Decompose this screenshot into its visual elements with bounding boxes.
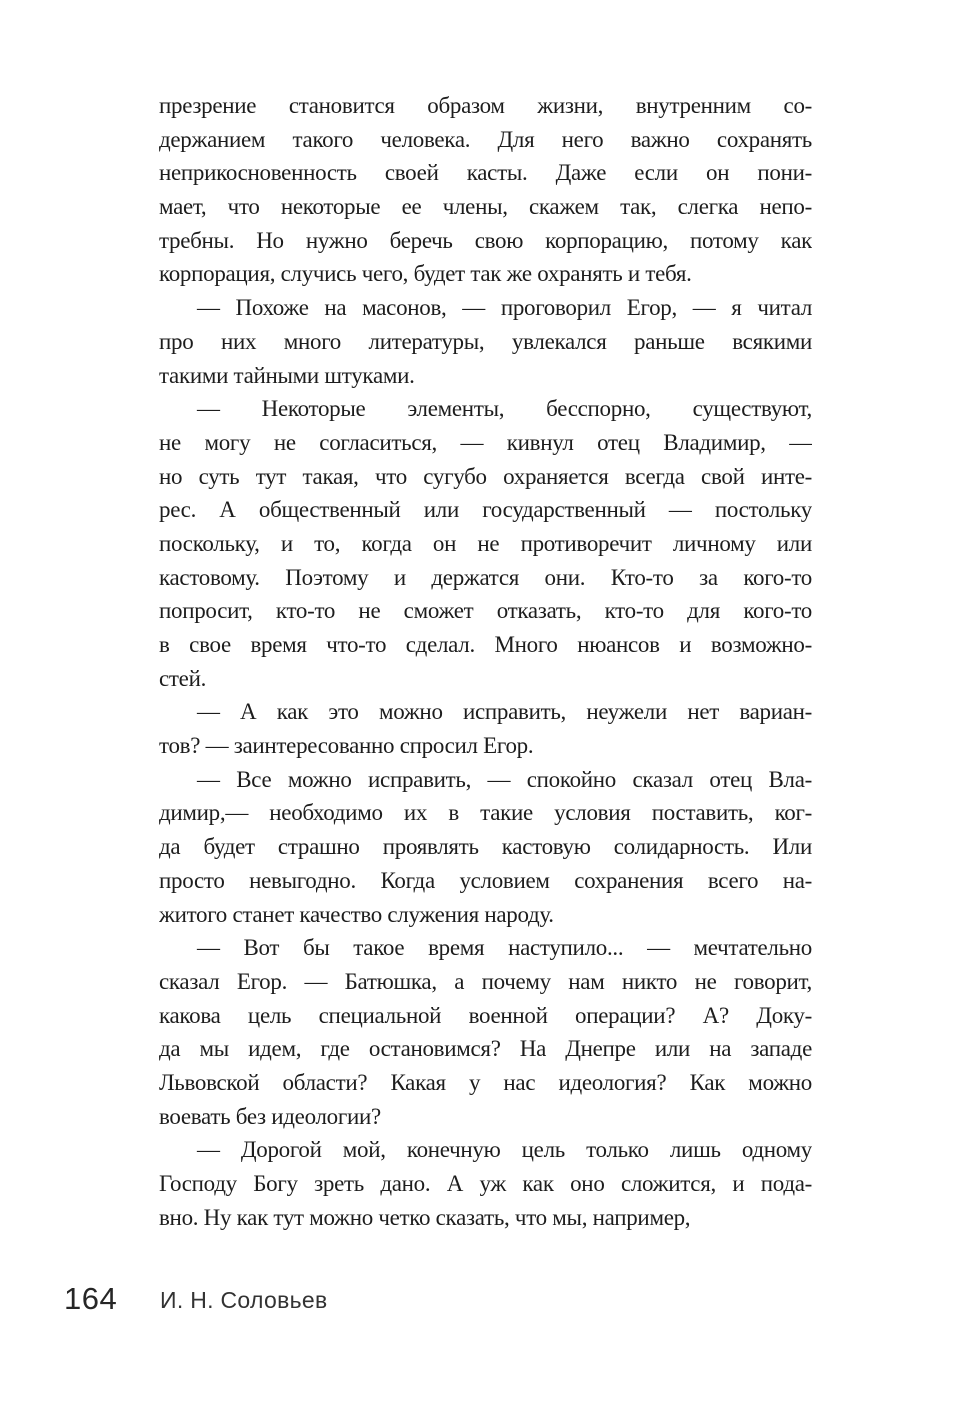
paragraph [159, 1133, 812, 1234]
text-line: да будет страшно проявлять кастовую солидарность. Или [159, 834, 812, 860]
text-line: — Вот бы такое время наступило... — мечтательно [197, 935, 812, 961]
page-number: 164 [64, 1281, 118, 1316]
text-line: какова цель специальной военной операции? А? Доку- [159, 1002, 812, 1028]
paragraph [159, 291, 812, 392]
text-line: — Все можно исправить, — спокойно сказал отец Вла- [197, 766, 812, 792]
text-line: просто невыгодно. Когда условием сохранения всего на- [159, 867, 812, 893]
text-line: требны. Но нужно беречь свою корпорацию, потому как [159, 227, 812, 253]
text-line: тов? — заинтересованно спросил Егор. [159, 733, 534, 759]
paragraph [159, 931, 812, 1133]
text-line: воевать без идеологии? [159, 1103, 381, 1129]
running-title-author: И. Н. Соловьев [160, 1287, 328, 1313]
text-line: — Дорогой мой, конечную цель только лишь одному [197, 1137, 812, 1163]
text-line: рес. А общественный или государственный — постольку [159, 497, 812, 523]
text-line: Львовской области? Какая у нас идеология? Как можно [159, 1069, 812, 1095]
text-line: но суть тут такая, что сугубо охраняется всегда свой инте- [159, 463, 812, 489]
text-line: да мы идем, где остановимся? На Днепре или на западе [159, 1036, 812, 1062]
text-line: неприкосновенность своей касты. Даже если он пони- [159, 160, 812, 186]
text-line: житого станет качество служения народу. [159, 901, 554, 927]
paragraph [159, 89, 812, 291]
text-line: вно. Ну как тут можно четко сказать, что мы, например, [159, 1204, 691, 1230]
text-line: попросит, кто-то не сможет отказать, кто-то для кого-то [159, 598, 812, 624]
text-line: димир,— необходимо их в такие условия поставить, ког- [159, 800, 812, 826]
text-line: — Похоже на масонов, — проговорил Егор, — я читал [197, 295, 812, 321]
text-line: в свое время что-то сделал. Много нюансов и возможно- [159, 632, 812, 657]
text-line: кастовому. Поэтому и держатся они. Кто-то за кого-то [159, 564, 812, 590]
text-line: презрение становится образом жизни, внутренним со- [159, 93, 812, 118]
text-line: корпорация, случись чего, будет так же охранять и тебя. [159, 261, 692, 287]
text-line: стей. [159, 665, 207, 691]
text-line: держанием такого человека. Для него важно сохранять [159, 126, 812, 152]
text-line: не могу не согласиться, — кивнул отец Владимир, — [159, 429, 812, 455]
paragraph [159, 695, 812, 762]
text-line: — А как это можно исправить, неужели нет вариан- [197, 699, 812, 725]
text-line: мает, что некоторые ее члены, скажем так, слегка непо- [159, 194, 812, 220]
paragraph [159, 392, 812, 695]
page-footer [0, 1281, 970, 1321]
text-line: поскольку, и то, когда он не противоречит личному или [159, 530, 812, 556]
text-line: — Некоторые элементы, бесспорно, существуют, [197, 396, 812, 422]
text-line: Господу Богу зреть дано. А уж как оно сложится, и пода- [159, 1171, 812, 1196]
paragraph [159, 763, 812, 931]
text-line: про них много литературы, увлекался раньше всякими [159, 328, 812, 354]
text-block [159, 89, 812, 1234]
text-line: такими тайными штуками. [159, 362, 415, 388]
text-line: сказал Егор. — Батюшка, а почему нам никто не говорит, [159, 968, 812, 994]
